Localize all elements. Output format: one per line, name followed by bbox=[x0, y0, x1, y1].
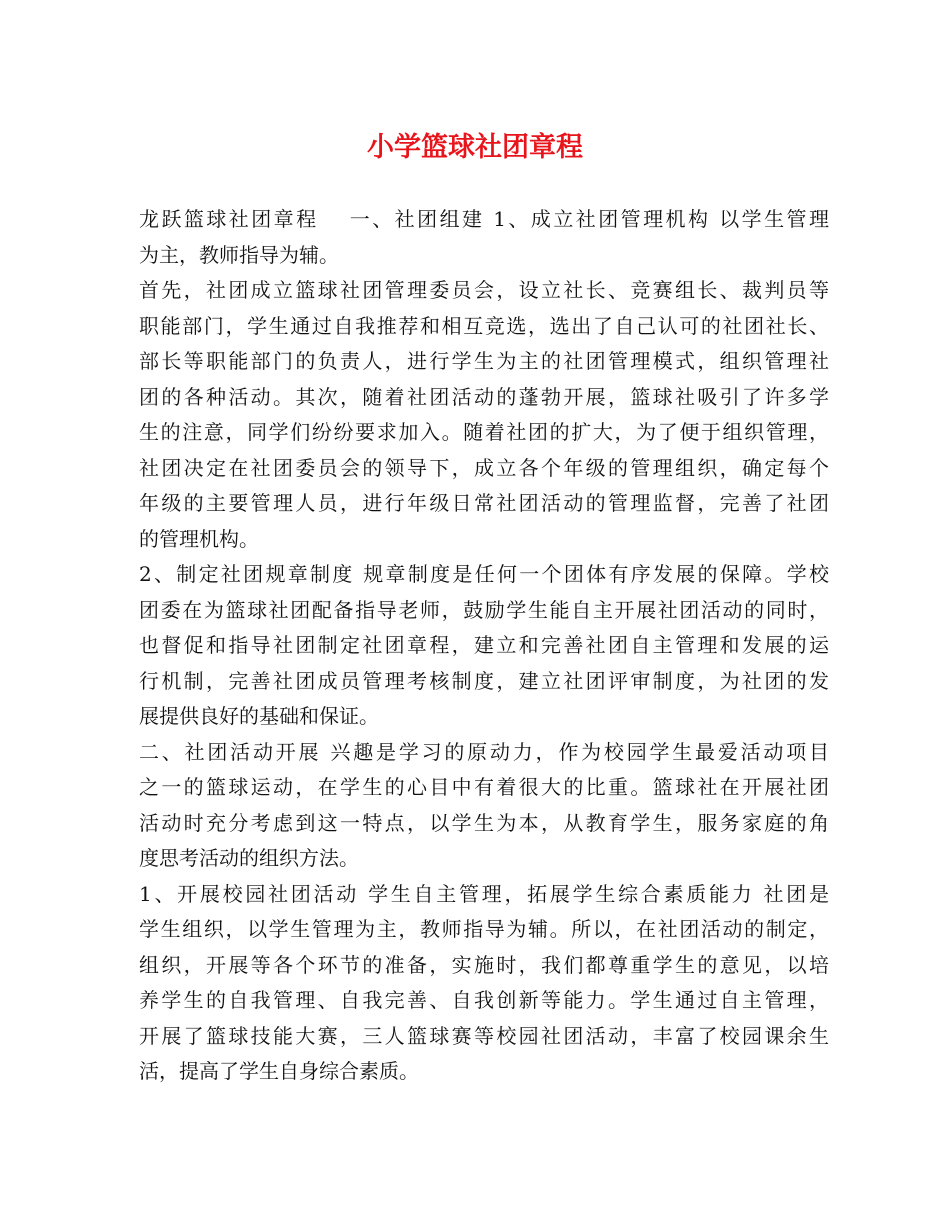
body-line: 1、开展校园社团活动 学生自主管理，拓展学生综合素质能力 社团是 bbox=[139, 881, 829, 906]
body-line: 行机制，完善社团成员管理考核制度，建立社团评审制度，为社团的发 bbox=[139, 668, 829, 693]
body-line: 活，提高了学生自身综合素质。 bbox=[139, 1059, 419, 1083]
body-line: 开展了篮球技能大赛，三人篮球赛等校园社团活动，丰富了校园课余生 bbox=[139, 1023, 829, 1048]
body-line: 展提供良好的基础和保证。 bbox=[139, 704, 379, 728]
body-line: 首先，社团成立篮球社团管理委员会，设立社长、竞赛组长、裁判员等 bbox=[139, 278, 829, 302]
body-line: 团委在为篮球社团配备指导老师，鼓励学生能自主开展社团活动的同时， bbox=[139, 597, 829, 622]
body-line: 为主，教师指导为辅。 bbox=[139, 242, 339, 267]
body-line: 团的各种活动。其次，随着社团活动的蓬勃开展，篮球社吸引了许多学 bbox=[139, 384, 829, 409]
document-body bbox=[139, 202, 829, 1090]
body-line: 度思考活动的组织方法。 bbox=[139, 846, 359, 870]
body-line: 龙跃篮球社团章程 一、社团组建 1、成立社团管理机构 以学生管理 bbox=[139, 207, 829, 231]
body-line: 职能部门，学生通过自我推荐和相互竞选，选出了自己认可的社团社长、 bbox=[139, 313, 829, 338]
body-line: 社团决定在社团委员会的领导下，成立各个年级的管理组织，确定每个 bbox=[139, 455, 829, 480]
body-line: 也督促和指导社团制定社团章程，建立和完善社团自主管理和发展的运 bbox=[139, 633, 829, 657]
body-line: 之一的篮球运动，在学生的心目中有着很大的比重。篮球社在开展社团 bbox=[139, 775, 829, 799]
body-line: 学生组织，以学生管理为主，教师指导为辅。所以，在社团活动的制定， bbox=[139, 917, 829, 941]
body-line: 年级的主要管理人员，进行年级日常社团活动的管理监督，完善了社团 bbox=[139, 491, 829, 515]
body-line: 的管理机构。 bbox=[139, 526, 259, 551]
body-line: 活动时充分考虑到这一特点，以学生为本，从教育学生，服务家庭的角 bbox=[139, 810, 829, 835]
body-line: 二、社团活动开展 兴趣是学习的原动力，作为校园学生最爱活动项目 bbox=[139, 739, 829, 764]
body-line: 2、制定社团规章制度 规章制度是任何一个团体有序发展的保障。学校 bbox=[139, 562, 829, 586]
body-line: 组织，开展等各个环节的准备，实施时，我们都尊重学生的意见，以培 bbox=[139, 952, 829, 977]
body-line: 部长等职能部门的负责人，进行学生为主的社团管理模式，组织管理社 bbox=[139, 349, 829, 373]
body-line: 养学生的自我管理、自我完善、自我创新等能力。学生通过自主管理， bbox=[139, 988, 829, 1012]
page-title: 小学篮球社团章程 bbox=[367, 132, 583, 163]
body-line: 生的注意，同学们纷纷要求加入。随着社团的扩大，为了便于组织管理， bbox=[139, 420, 829, 444]
